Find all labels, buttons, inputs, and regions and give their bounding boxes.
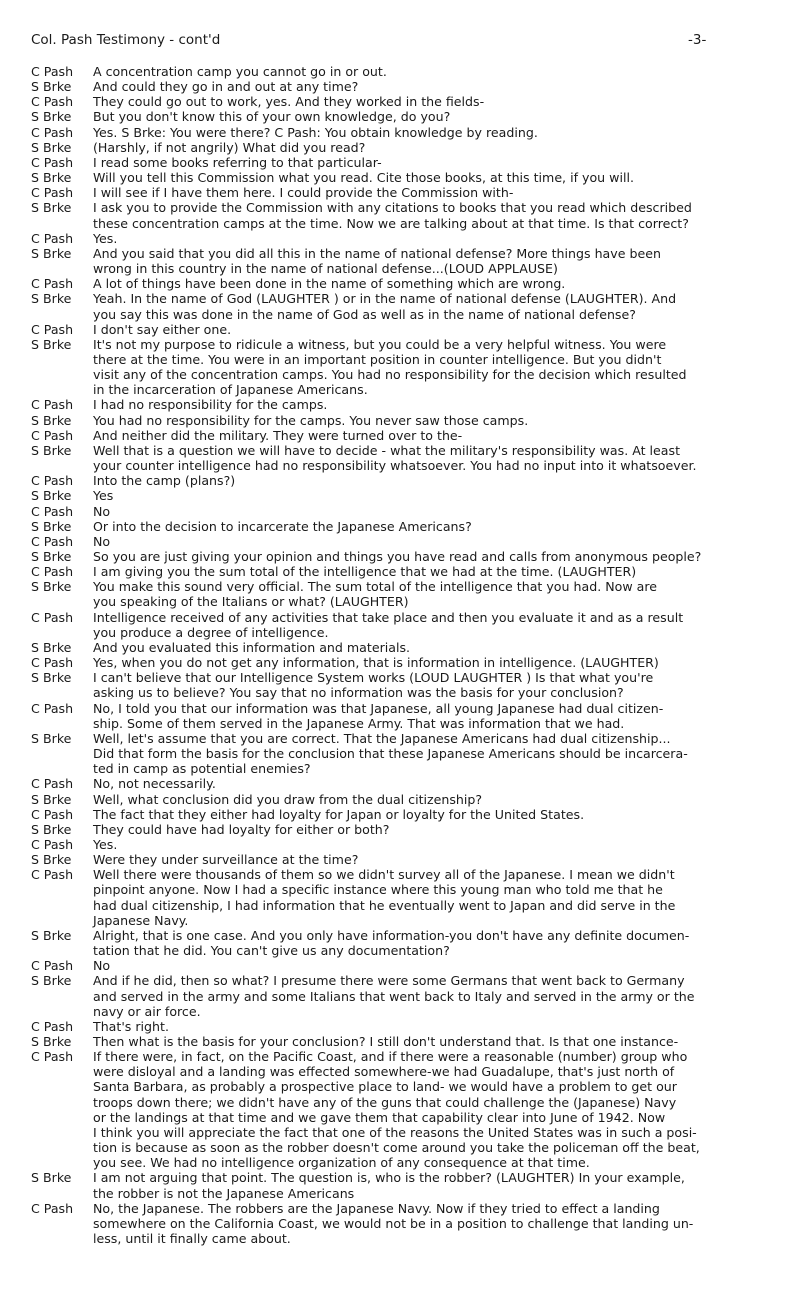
speaker-label: S Brke: [31, 488, 72, 504]
speech-line: And if he did, then so what? I presume there were some Germans that went back to Germany: [93, 973, 685, 989]
speech-line: I will see if I have them here. I could provide the Commission with-: [93, 185, 514, 201]
speech-text: [93, 564, 791, 579]
transcript-entry: [31, 1170, 791, 1200]
speech-line: You had no responsibility for the camps. You never saw those camps.: [93, 412, 529, 428]
speech-line: Alright, that is one case. And you only have information-you don't have any definite documen-: [93, 927, 690, 943]
speech-text: [93, 807, 791, 822]
speaker-label: C Pash: [31, 124, 74, 140]
transcript-entry: [31, 776, 791, 791]
speech-text: [93, 655, 791, 670]
speech-line: the robber is not the Japanese Americans: [93, 1185, 355, 1201]
transcript-entry: [31, 155, 791, 170]
speaker-label: C Pash: [31, 473, 74, 489]
speaker-label: S Brke: [31, 245, 72, 261]
transcript-entry: [31, 655, 791, 670]
speech-line: you say this was done in the name of God as well as in the name of national defense?: [93, 306, 636, 322]
transcript-entry: [31, 1034, 791, 1049]
speech-line: your counter intelligence had no responsibility whatsoever. You had no input into it whatsoever.: [93, 458, 697, 474]
speech-line: were disloyal and a landing was effected somewhere-we had Guadalupe, that's just north of: [93, 1064, 675, 1080]
speech-text: [93, 64, 791, 79]
testimony-transcript: [31, 64, 791, 1246]
speech-line: The fact that they either had loyalty for Japan or loyalty for the United States.: [93, 806, 585, 822]
transcript-entry: [31, 1019, 791, 1034]
transcript-entry: [31, 443, 791, 473]
speech-line: (Harshly, if not angrily) What did you read?: [93, 139, 366, 155]
speech-text: [93, 109, 791, 124]
transcript-entry: [31, 852, 791, 867]
speech-line: Yes.: [93, 836, 118, 852]
transcript-entry: [31, 701, 791, 731]
speaker-label: C Pash: [31, 427, 74, 443]
speech-line: Did that form the basis for the conclusion that these Japanese Americans should be incarcera-: [93, 746, 688, 762]
speaker-label: S Brke: [31, 412, 72, 428]
transcript-entry: [31, 958, 791, 973]
speaker-label: S Brke: [31, 730, 72, 746]
speech-line: No: [93, 533, 111, 549]
transcript-entry: [31, 1201, 791, 1246]
speech-text: [93, 125, 791, 140]
speech-line: I can't believe that our Intelligence System works (LOUD LAUGHTER ) Is that what you're: [93, 670, 654, 686]
speaker-label: C Pash: [31, 867, 74, 883]
speaker-label: C Pash: [31, 533, 74, 549]
speaker-label: S Brke: [31, 442, 72, 458]
speech-line: And could they go in and out at any time?: [93, 79, 359, 95]
transcript-entry: [31, 731, 791, 776]
speaker-label: C Pash: [31, 154, 74, 170]
speech-text: [93, 928, 791, 958]
speech-line: A lot of things have been done in the name of something which are wrong.: [93, 276, 566, 292]
speech-text: [93, 413, 791, 428]
transcript-entry: [31, 322, 791, 337]
speech-text: [93, 776, 791, 791]
speech-text: [93, 534, 791, 549]
speech-text: [93, 94, 791, 109]
transcript-entry: [31, 231, 791, 246]
speaker-label: C Pash: [31, 230, 74, 246]
speaker-label: C Pash: [31, 1200, 74, 1216]
transcript-entry: [31, 822, 791, 837]
speech-text: [93, 231, 791, 246]
speech-line: If there were, in fact, on the Pacific Coast, and if there were a reasonable (number) group who: [93, 1049, 688, 1065]
speaker-label: S Brke: [31, 639, 72, 655]
speech-line: Well there were thousands of them so we didn't survey all of the Japanese. I mean we didn't: [93, 867, 675, 883]
speaker-label: C Pash: [31, 321, 74, 337]
speech-line: there at the time. You were in an important position in counter intelligence. But you didn't: [93, 351, 662, 367]
speech-text: [93, 973, 791, 1018]
speaker-label: S Brke: [31, 579, 72, 595]
transcript-entry: [31, 397, 791, 412]
speech-text: [93, 291, 791, 321]
speech-text: [93, 579, 791, 609]
speech-line: navy or air force.: [93, 1003, 201, 1019]
speaker-label: S Brke: [31, 1170, 72, 1186]
speech-text: [93, 670, 791, 700]
speech-line: asking us to believe? You say that no information was the basis for your conclusion?: [93, 685, 624, 701]
speech-text: [93, 958, 791, 973]
speech-text: [93, 443, 791, 473]
transcript-entry: [31, 549, 791, 564]
speech-line: No: [93, 958, 111, 974]
speech-line: Santa Barbara, as probably a prospective place to land- we would have a problem to get our: [93, 1079, 677, 1095]
transcript-entry: [31, 670, 791, 700]
speaker-label: C Pash: [31, 776, 74, 792]
speech-text: [93, 822, 791, 837]
transcript-entry: [31, 185, 791, 200]
speech-text: [93, 140, 791, 155]
speech-line: Well, let's assume that you are correct. That the Japanese Americans had dual citizenship...: [93, 730, 671, 746]
speech-line: you produce a degree of intelligence.: [93, 624, 329, 640]
speaker-label: C Pash: [31, 94, 74, 110]
speaker-label: C Pash: [31, 1049, 74, 1065]
speaker-label: C Pash: [31, 655, 74, 671]
transcript-entry: [31, 413, 791, 428]
speech-line: I think you will appreciate the fact that one of the reasons the United States was in such a posi-: [93, 1124, 697, 1140]
page-number: -3-: [688, 32, 707, 48]
speech-line: Yes: [93, 488, 114, 504]
speech-text: [93, 504, 791, 519]
speech-line: I am giving you the sum total of the intelligence that we had at the time. (LAUGHTER): [93, 564, 637, 580]
speech-line: You make this sound very official. The sum total of the intelligence that you had. Now are: [93, 579, 657, 595]
speaker-label: C Pash: [31, 185, 74, 201]
transcript-entry: [31, 579, 791, 609]
speaker-label: C Pash: [31, 564, 74, 580]
speech-text: [93, 792, 791, 807]
speech-line: Were they under surveillance at the time?: [93, 852, 359, 868]
speech-line: And neither did the military. They were turned over to the-: [93, 427, 463, 443]
speech-line: And you said that you did all this in the name of national defense? More things have been: [93, 245, 661, 261]
speech-line: And you evaluated this information and materials.: [93, 639, 411, 655]
speech-line: That's right.: [93, 1018, 169, 1034]
speech-line: I read some books referring to that particular-: [93, 154, 382, 170]
speech-line: Intelligence received of any activities that take place and then you evaluate it and as a result: [93, 609, 684, 625]
speech-line: Yes. S Brke: You were there? C Pash: You obtain knowledge by reading.: [93, 124, 538, 140]
speech-line: I ask you to provide the Commission with any citations to books that you read which described: [93, 200, 692, 216]
transcript-entry: [31, 337, 791, 398]
speech-line: these concentration camps at the time. Now we are talking about at that time. Is that correct?: [93, 215, 689, 231]
speech-line: I am not arguing that point. The question is, who is the robber? (LAUGHTER) In your example,: [93, 1170, 685, 1186]
speech-line: you speaking of the Italians or what? (LAUGHTER): [93, 594, 409, 610]
speech-text: [93, 610, 791, 640]
speech-text: [93, 246, 791, 276]
speaker-label: S Brke: [31, 821, 72, 837]
speaker-label: S Brke: [31, 79, 72, 95]
speech-text: [93, 731, 791, 776]
transcript-entry: [31, 867, 791, 928]
speaker-label: S Brke: [31, 109, 72, 125]
speech-line: troops down there; we didn't have any of the guns that could challenge the (Japanese) Navy: [93, 1094, 677, 1110]
speech-line: Well, what conclusion did you draw from the dual citizenship?: [93, 791, 483, 807]
speaker-label: S Brke: [31, 973, 72, 989]
speaker-label: S Brke: [31, 139, 72, 155]
speech-line: pinpoint anyone. Now I had a specific instance where this young man who told me that he: [93, 882, 663, 898]
speaker-label: S Brke: [31, 336, 72, 352]
speech-line: Or into the decision to incarcerate the Japanese Americans?: [93, 518, 472, 534]
speech-text: [93, 170, 791, 185]
transcript-entry: [31, 973, 791, 1018]
speech-text: [93, 397, 791, 412]
speech-line: in the incarceration of Japanese Americans.: [93, 382, 368, 398]
speech-line: ted in camp as potential enemies?: [93, 761, 311, 777]
speech-line: tation that he did. You can't give us any documentation?: [93, 943, 450, 959]
speaker-label: C Pash: [31, 276, 74, 292]
transcript-entry: [31, 473, 791, 488]
transcript-entry: [31, 928, 791, 958]
transcript-entry: [31, 140, 791, 155]
speech-line: No: [93, 503, 111, 519]
speech-line: Then what is the basis for your conclusion? I still don't understand that. Is that one instance-: [93, 1034, 679, 1049]
speech-line: They could go out to work, yes. And they worked in the fields-: [93, 94, 485, 110]
speech-text: [93, 473, 791, 488]
speaker-label: C Pash: [31, 609, 74, 625]
speaker-label: S Brke: [31, 200, 72, 216]
speaker-label: C Pash: [31, 1018, 74, 1034]
speech-text: [93, 185, 791, 200]
speech-line: So you are just giving your opinion and things you have read and calls from anonymous people?: [93, 549, 702, 564]
speaker-label: S Brke: [31, 1034, 72, 1049]
speech-line: Yes.: [93, 230, 118, 246]
speech-text: [93, 852, 791, 867]
speaker-label: C Pash: [31, 397, 74, 413]
speaker-label: S Brke: [31, 791, 72, 807]
speech-line: Yeah. In the name of God (LAUGHTER ) or in the name of national defense (LAUGHTER). And: [93, 291, 677, 307]
transcript-entry: [31, 109, 791, 124]
speech-line: ship. Some of them served in the Japanese Army. That was information that we had.: [93, 715, 625, 731]
speech-text: [93, 337, 791, 398]
transcript-entry: [31, 534, 791, 549]
speech-text: [93, 837, 791, 852]
speech-line: I had no responsibility for the camps.: [93, 397, 328, 413]
transcript-entry: [31, 246, 791, 276]
speaker-label: S Brke: [31, 927, 72, 943]
speech-line: or the landings at that time and we gave them that capability clear into June of 1942. Now: [93, 1109, 666, 1125]
speech-line: Well that is a question we will have to decide - what the military's responsibility was. At least: [93, 442, 681, 458]
speaker-label: S Brke: [31, 518, 72, 534]
speech-text: [93, 488, 791, 503]
speech-line: A concentration camp you cannot go in or out.: [93, 64, 387, 79]
speaker-label: C Pash: [31, 806, 74, 822]
speech-line: Yes, when you do not get any information, that is information in intelligence. (LAUGHTER): [93, 655, 659, 671]
speech-text: [93, 640, 791, 655]
speaker-label: S Brke: [31, 170, 72, 186]
transcript-entry: [31, 640, 791, 655]
transcript-entry: [31, 1049, 791, 1170]
speech-text: [93, 1170, 791, 1200]
speech-text: [93, 322, 791, 337]
speech-text: [93, 79, 791, 94]
speech-line: I don't say either one.: [93, 321, 232, 337]
speaker-label: C Pash: [31, 64, 74, 79]
speaker-label: C Pash: [31, 836, 74, 852]
transcript-entry: [31, 170, 791, 185]
speech-text: [93, 1049, 791, 1170]
speech-text: [93, 155, 791, 170]
transcript-entry: [31, 291, 791, 321]
speech-line: No, I told you that our information was that Japanese, all young Japanese had dual citizen-: [93, 700, 664, 716]
speaker-label: C Pash: [31, 503, 74, 519]
transcript-entry: [31, 94, 791, 109]
speech-text: [93, 1201, 791, 1246]
transcript-entry: [31, 488, 791, 503]
speech-line: somewhere on the California Coast, we would not be in a position to challenge that landing un-: [93, 1215, 694, 1231]
transcript-entry: [31, 276, 791, 291]
speech-line: and served in the army and some Italians that went back to Italy and served in the army or the: [93, 988, 695, 1004]
transcript-entry: [31, 610, 791, 640]
speech-line: you see. We had no intelligence organization of any consequence at that time.: [93, 1155, 590, 1171]
speech-text: [93, 1034, 791, 1049]
page-header-title: Col. Pash Testimony - cont'd: [31, 32, 221, 48]
speech-text: [93, 200, 791, 230]
speech-text: [93, 519, 791, 534]
transcript-entry: [31, 564, 791, 579]
speech-line: No, the Japanese. The robbers are the Japanese Navy. Now if they tried to effect a landing: [93, 1200, 660, 1216]
speech-text: [93, 701, 791, 731]
transcript-entry: [31, 504, 791, 519]
speech-text: [93, 1019, 791, 1034]
speech-line: visit any of the concentration camps. You had no responsibility for the decision which resulted: [93, 367, 687, 383]
speaker-label: S Brke: [31, 549, 72, 564]
speaker-label: S Brke: [31, 291, 72, 307]
speech-line: had dual citizenship, I had information that he eventually went to Japan and did serve in the: [93, 897, 676, 913]
speech-line: It's not my purpose to ridicule a witness, but you could be a very helpful witness. You were: [93, 336, 667, 352]
speech-line: No, not necessarily.: [93, 776, 216, 792]
transcript-entry: [31, 837, 791, 852]
transcript-entry: [31, 125, 791, 140]
speaker-label: C Pash: [31, 958, 74, 974]
speech-text: [93, 276, 791, 291]
transcript-entry: [31, 200, 791, 230]
speech-line: Will you tell this Commission what you read. Cite those books, at this time, if you will.: [93, 170, 634, 186]
transcript-entry: [31, 64, 791, 79]
speech-text: [93, 867, 791, 928]
speech-line: tion is because as soon as the robber doesn't come around you take the policeman off the beat,: [93, 1140, 700, 1156]
speaker-label: S Brke: [31, 670, 72, 686]
speaker-label: S Brke: [31, 852, 72, 868]
speech-line: less, until it finally came about.: [93, 1231, 291, 1247]
speech-text: [93, 428, 791, 443]
speech-line: But you don't know this of your own knowledge, do you?: [93, 109, 451, 125]
speech-line: They could have had loyalty for either or both?: [93, 821, 390, 837]
transcript-entry: [31, 792, 791, 807]
transcript-entry: [31, 807, 791, 822]
speaker-label: C Pash: [31, 700, 74, 716]
speech-line: Japanese Navy.: [93, 912, 189, 928]
speech-text: [93, 549, 791, 564]
speech-line: wrong in this country in the name of national defense...(LOUD APPLAUSE): [93, 261, 558, 277]
transcript-entry: [31, 79, 791, 94]
transcript-entry: [31, 428, 791, 443]
speech-line: Into the camp (plans?): [93, 473, 236, 489]
transcript-entry: [31, 519, 791, 534]
